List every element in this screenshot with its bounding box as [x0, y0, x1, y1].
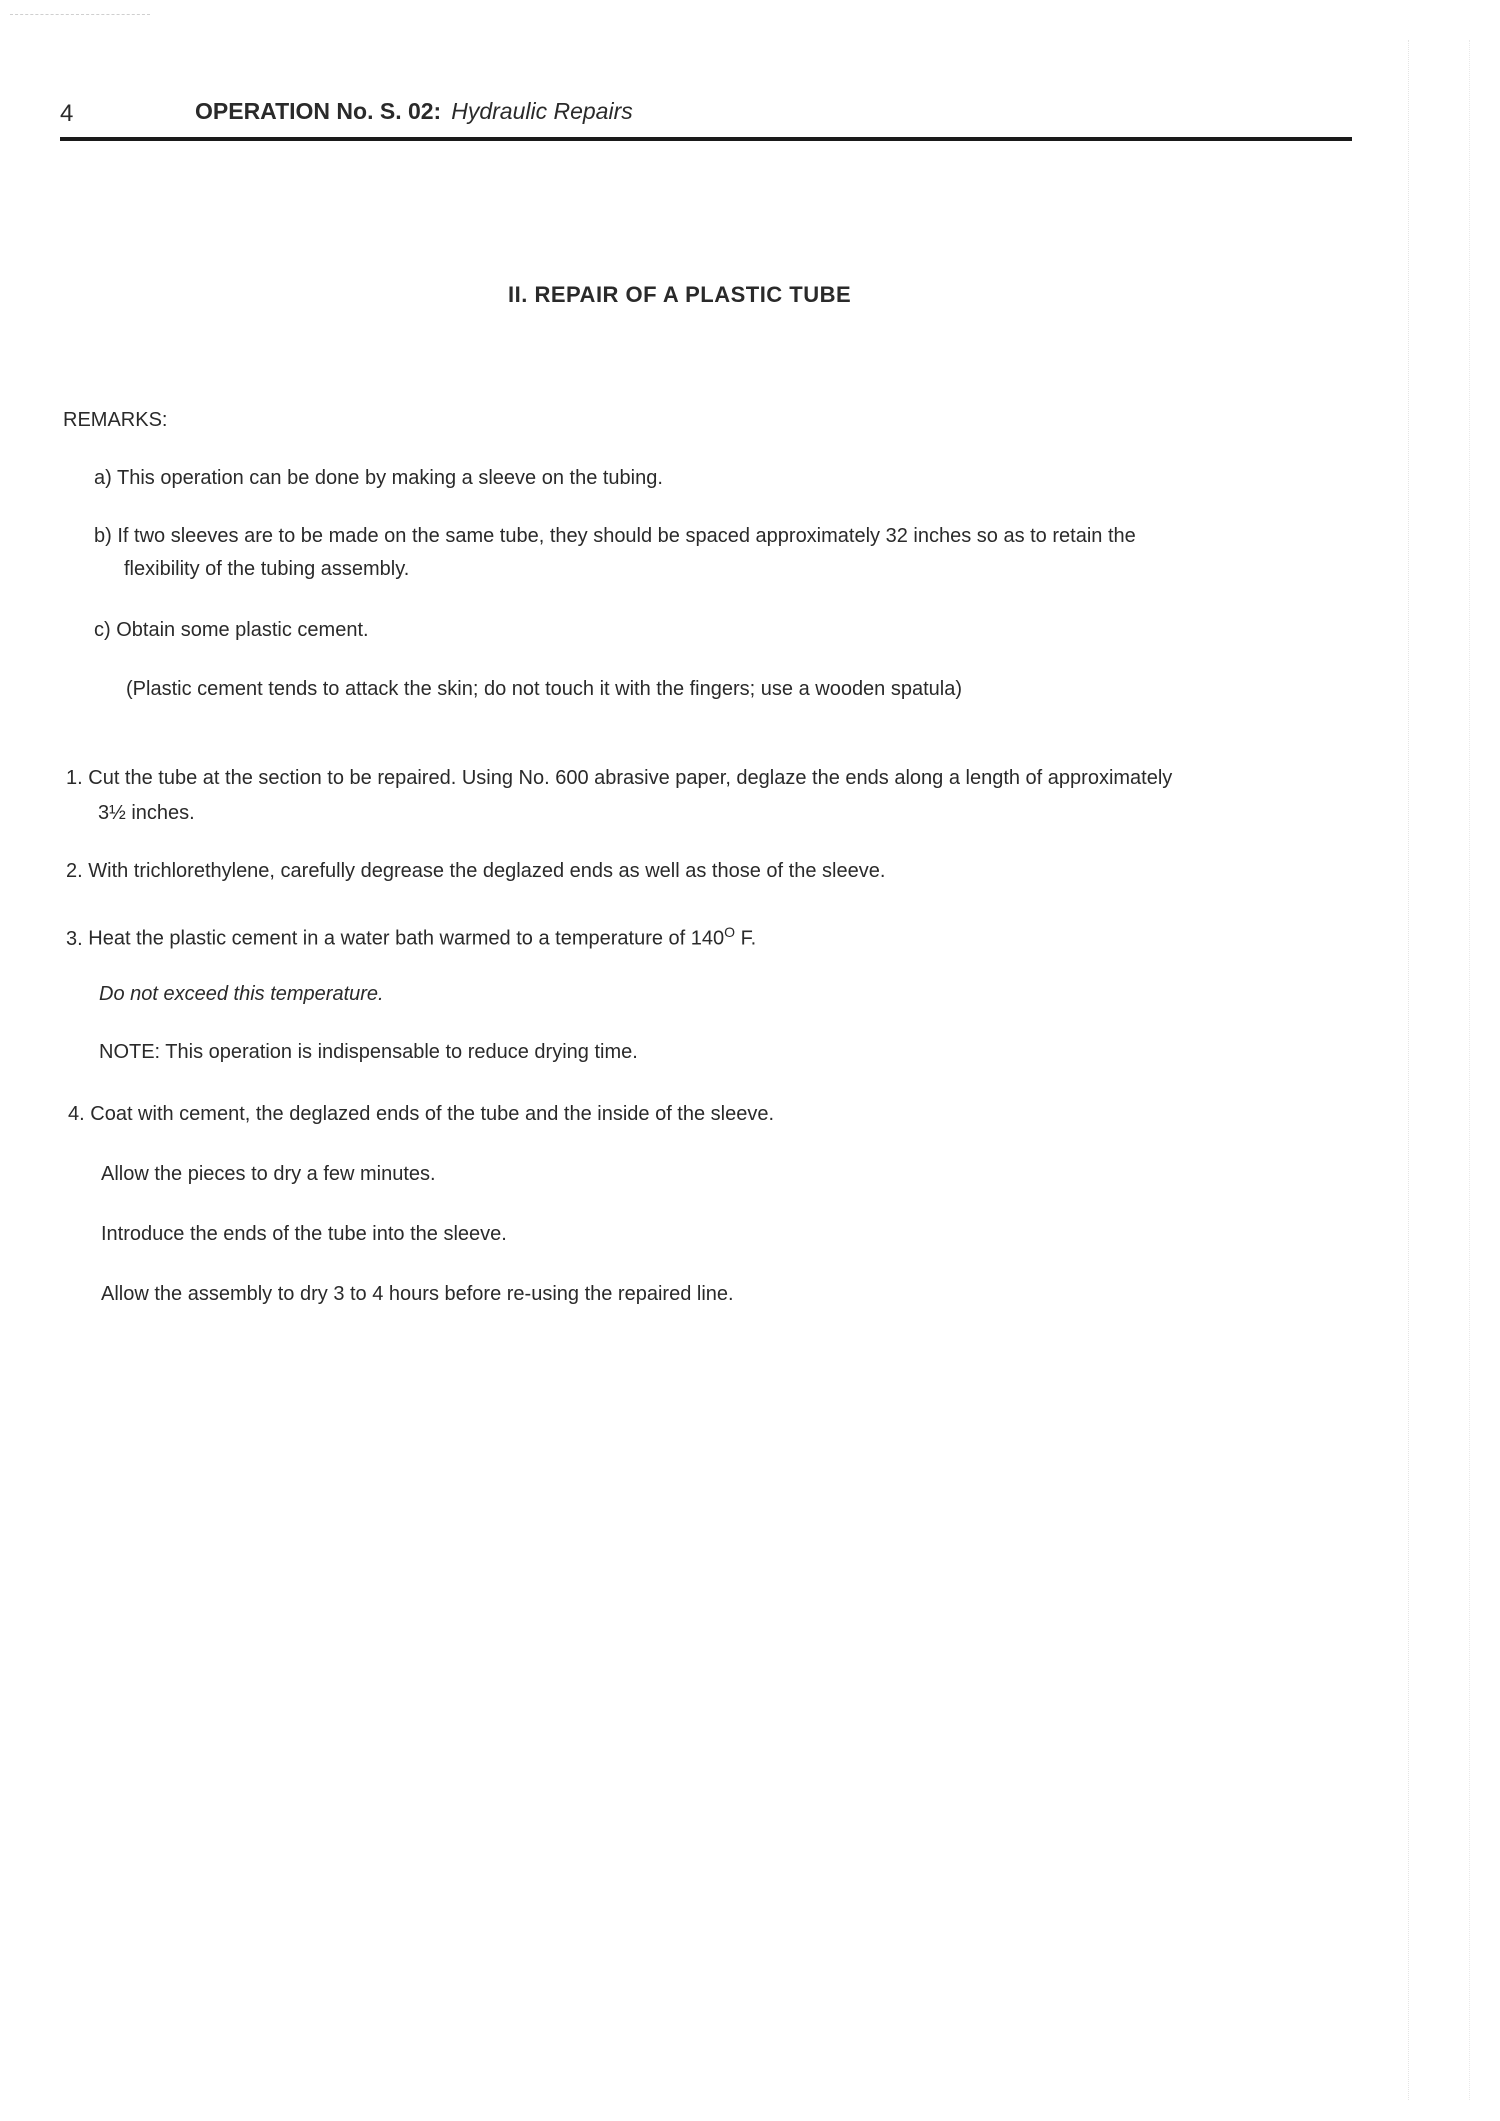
caution-note: (Plastic cement tends to attack the skin; do not touch it with the fingers; use a wooden spatula) [126, 678, 963, 700]
section-title: II. REPAIR OF A PLASTIC TUBE [508, 282, 852, 307]
remark-c-marker: c) [94, 619, 111, 641]
step-3-text: Heat the plastic cement in a water bath warmed to a temperature of 140 [88, 927, 725, 950]
step-2 [66, 855, 885, 887]
remark-c [94, 614, 369, 646]
step-1-text-line2: 3½ inches. [98, 802, 195, 824]
remark-a-marker: a) [94, 467, 112, 489]
operation-subject: Hydraulic Repairs [451, 98, 633, 124]
step-4 [68, 1098, 774, 1130]
step-4-introduce-ends: Introduce the ends of the tube into the sleeve. [101, 1223, 507, 1245]
step-2-marker: 2. [66, 860, 83, 882]
step-1 [66, 762, 1172, 794]
step-1-marker: 1. [66, 767, 83, 789]
remark-a-text: This operation can be done by making a sleeve on the tubing. [117, 467, 663, 489]
scan-mark [10, 14, 150, 16]
remark-c-text: Obtain some plastic cement. [116, 619, 369, 641]
remark-b-text-line2: flexibility of the tubing assembly. [124, 558, 410, 580]
temperature-unit: F. [735, 927, 757, 950]
binding-edge [1408, 40, 1470, 2100]
running-header [195, 98, 633, 125]
remarks-label: REMARKS: [63, 409, 168, 431]
step-4-marker: 4. [68, 1103, 85, 1125]
temperature-warning: Do not exceed this temperature. [99, 983, 384, 1005]
remark-b [94, 520, 1136, 552]
step-4-dry-pieces: Allow the pieces to dry a few minutes. [101, 1163, 436, 1185]
remark-b-text-line1: If two sleeves are to be made on the same tube, they should be spaced approximately 32 inches so as to retain the [117, 525, 1136, 547]
header-rule [60, 137, 1352, 141]
step-4-text: Coat with cement, the deglazed ends of the tube and the inside of the sleeve. [90, 1103, 775, 1125]
step-4-final-drying: Allow the assembly to dry 3 to 4 hours before re-using the repaired line. [101, 1283, 734, 1305]
operation-code: OPERATION No. S. 02: [195, 98, 442, 124]
drying-note: NOTE: This operation is indispensable to reduce drying time. [99, 1041, 638, 1063]
step-3 [66, 916, 756, 955]
step-3-marker: 3. [66, 927, 83, 950]
step-1-text-line1: Cut the tube at the section to be repaired. Using No. 600 abrasive paper, deglaze the ends along a length of approximately [88, 767, 1173, 789]
remark-a [94, 462, 663, 494]
step-2-text: With trichlorethylene, carefully degrease the deglazed ends as well as those of the sleeve. [88, 860, 886, 882]
degree-symbol: O [724, 924, 736, 940]
remark-b-marker: b) [94, 525, 112, 547]
page-number: 4 [60, 100, 74, 127]
